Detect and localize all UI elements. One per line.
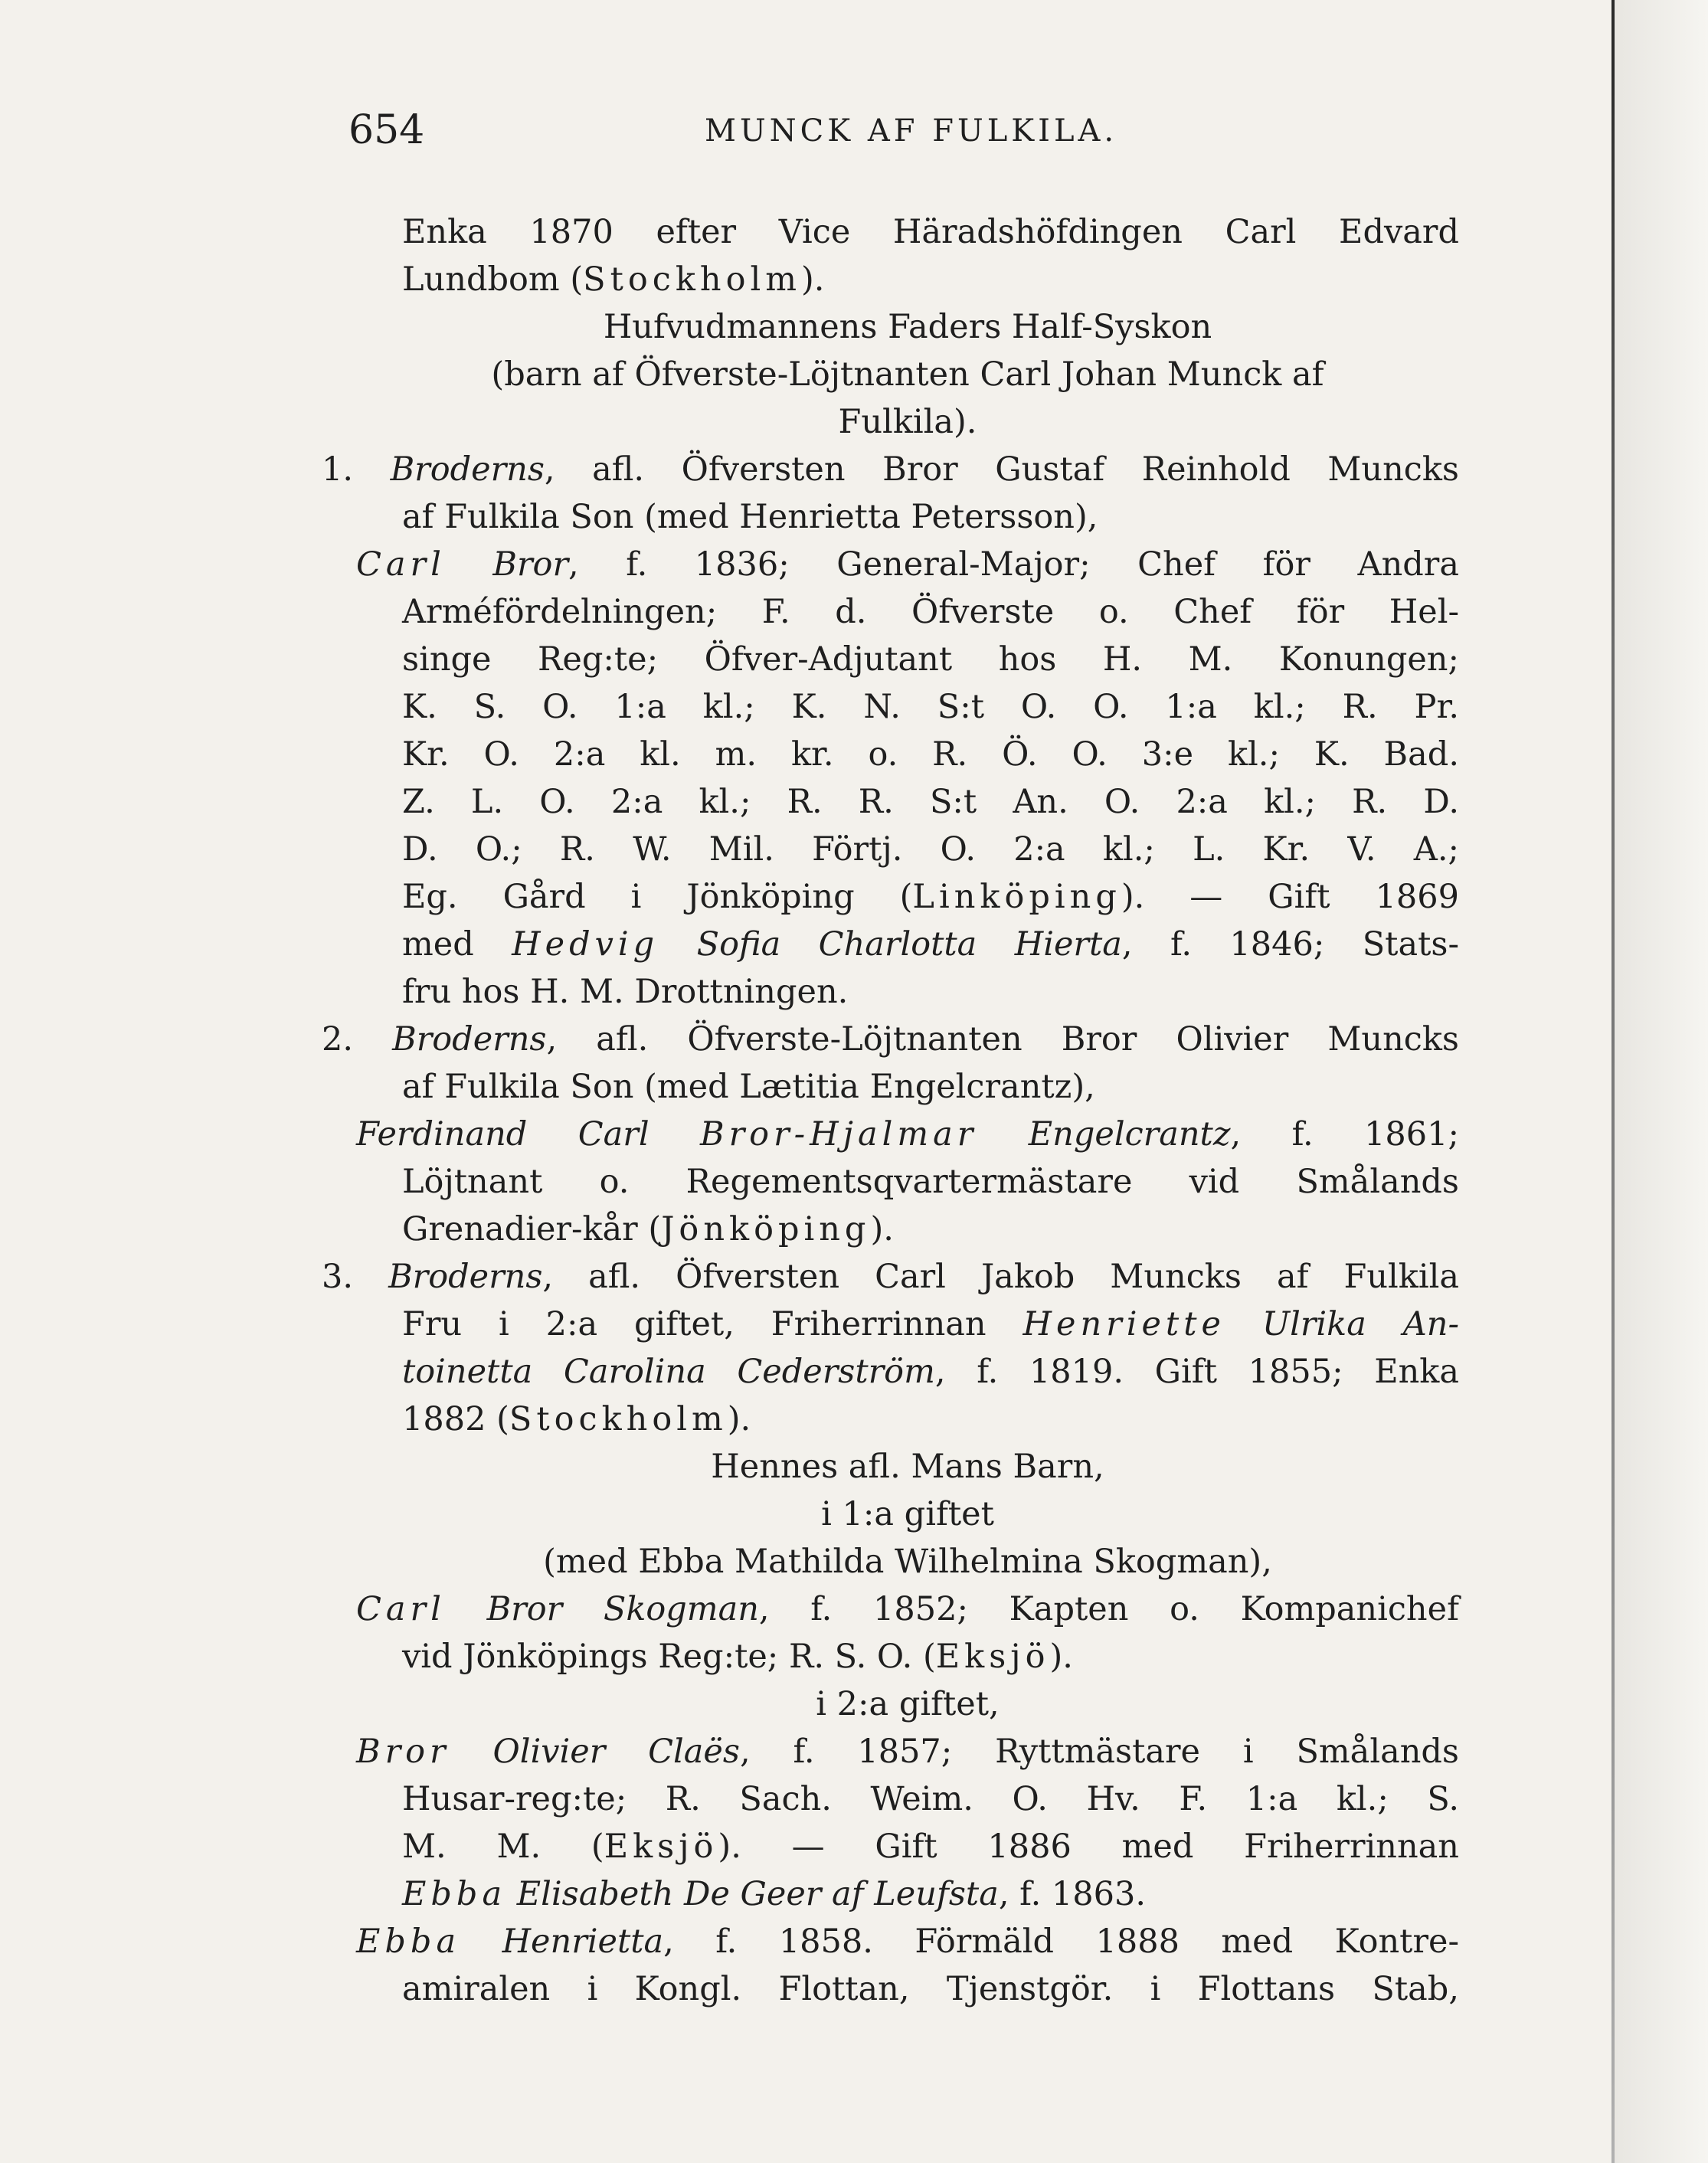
text-run <box>446 545 493 584</box>
text-run: Ulrika An- <box>1261 1305 1460 1343</box>
text-run: ). — Gift 1869 <box>1121 878 1459 916</box>
text-run: Arméfördelningen; F. d. Öfverste o. Chef för Hel- <box>402 593 1459 631</box>
text-run: Fulkila). <box>838 403 977 441</box>
text-line <box>356 1111 1459 1158</box>
text-line <box>402 1965 1459 2013</box>
text-run: 1882 ( <box>402 1400 509 1438</box>
text-run <box>450 1733 493 1771</box>
text-line <box>402 636 1459 683</box>
text-line <box>402 1158 1459 1206</box>
text-run: Stockholm <box>583 260 801 299</box>
text-run: Grenadier-kår ( <box>402 1210 662 1248</box>
text-run: ). <box>870 1210 894 1248</box>
text-run <box>460 1922 502 1961</box>
text-line <box>402 1823 1459 1870</box>
text-run: Elisabeth De Geer af Leufsta <box>516 1875 999 1913</box>
text-run: D. O.; R. W. Mil. Förtj. O. 2:a kl.; L. Kr. V. A.; <box>402 830 1459 869</box>
text-line <box>402 921 1459 968</box>
text-run: Olivier Claës <box>492 1733 740 1771</box>
text-run: Henriette <box>1023 1305 1225 1343</box>
text-line <box>322 1253 1459 1301</box>
text-line <box>322 446 1459 493</box>
running-head: MUNCK AF FULKILA. <box>705 113 1118 149</box>
text-line <box>356 1918 1459 1965</box>
text-line <box>402 1775 1459 1823</box>
text-run: Eksjö <box>604 1828 718 1866</box>
text-run: fru hos H. M. Drottningen. <box>402 973 849 1011</box>
text-run: , f. 1836; General-Major; Chef för Andra <box>568 545 1459 584</box>
text-run: Bror <box>356 1733 450 1771</box>
text-run: Enka 1870 efter Vice Häradshöfdingen Carl Edvard <box>402 213 1459 251</box>
text-run: , f. 1852; Kapten o. Kompanichef <box>758 1590 1459 1628</box>
text-run: ). <box>727 1400 751 1438</box>
text-line <box>402 493 1459 541</box>
text-line <box>402 1870 1459 1918</box>
text-run: Lundbom ( <box>402 260 584 299</box>
text-line <box>402 683 1459 731</box>
text-run: Carl <box>356 545 446 584</box>
text-line <box>402 588 1459 636</box>
text-run: singe Reg:te; Öfver-Adjutant hos H. M. Konungen; <box>402 640 1459 679</box>
text-run: Hedvig <box>512 925 659 964</box>
text-run: (barn af Öfverste-Löjtnanten Carl Johan Munck af <box>491 355 1324 394</box>
text-run: Broderns <box>390 450 545 489</box>
text-run: ). <box>1049 1638 1073 1676</box>
text-run <box>1225 1305 1262 1343</box>
text-line <box>402 1348 1459 1396</box>
text-run: Ebba <box>356 1922 461 1961</box>
text-run: Eg. Gård i Jönköping ( <box>402 878 913 916</box>
text-run <box>659 925 696 964</box>
text-line <box>356 1585 1459 1633</box>
text-run: af Fulkila Son (med Lætitia Engelcrantz), <box>402 1068 1095 1106</box>
text-line <box>402 1633 1459 1680</box>
text-run: Löjtnant o. Regementsqvartermästare vid Smålands <box>402 1163 1459 1201</box>
text-run: Fru i 2:a giftet, Friherrinnan <box>402 1305 1023 1343</box>
text-run: , f. 1857; Ryttmästare i Smålands <box>739 1733 1459 1771</box>
text-line <box>402 1396 1459 1443</box>
page-header <box>348 107 1459 161</box>
text-run: , f. 1861; <box>1230 1115 1459 1153</box>
text-line <box>356 303 1459 351</box>
text-run: , afl. Öfversten Carl Jakob Muncks af Fulkila <box>542 1258 1460 1296</box>
text-run: Jönköping <box>661 1210 871 1248</box>
text-line <box>402 778 1459 826</box>
text-run: Broderns <box>392 1020 547 1059</box>
text-line <box>402 873 1459 921</box>
text-line <box>402 208 1459 256</box>
text-line <box>356 1680 1459 1728</box>
page-edge-line <box>1611 0 1615 2163</box>
text-run: vid Jönköpings Reg:te; R. S. O. ( <box>402 1638 936 1676</box>
text-run <box>446 1590 487 1628</box>
text-line <box>356 351 1459 398</box>
text-run: med <box>402 925 512 964</box>
text-line <box>402 1063 1459 1111</box>
text-run: ). — Gift 1886 med Friherrinnan <box>718 1828 1459 1866</box>
text-run: Husar-reg:te; R. Sach. Weim. O. Hv. F. 1:a kl.; S. <box>402 1780 1459 1818</box>
text-run: Carl <box>356 1590 446 1628</box>
text-run <box>977 1115 1028 1153</box>
text-run: , afl. Öfverste-Löjtnanten Bror Olivier Muncks <box>546 1020 1459 1059</box>
text-run: Z. L. O. 2:a kl.; R. R. S:t An. O. 2:a kl.; R. D. <box>402 783 1459 821</box>
text-run: Eksjö <box>935 1638 1050 1676</box>
text-run: Sofia Charlotta Hierta <box>696 925 1122 964</box>
text-run: Hennes afl. Mans Barn, <box>711 1448 1104 1486</box>
text-run: (med Ebba Mathilda Wilhelmina Skogman), <box>543 1543 1272 1581</box>
text-line <box>322 1016 1459 1063</box>
text-run: Bror Skogman <box>486 1590 759 1628</box>
text-run: Ebba <box>402 1875 507 1913</box>
text-run: , f. 1819. Gift 1855; Enka <box>934 1353 1460 1391</box>
text-run: Henrietta <box>502 1922 664 1961</box>
text-line <box>402 256 1459 303</box>
text-run: Hufvudmannens Faders Half-Syskon <box>603 308 1212 346</box>
text-line <box>402 1206 1459 1253</box>
text-run: toinetta Carolina Cederström <box>402 1353 935 1391</box>
text-line <box>402 731 1459 778</box>
text-run: Engelcrantz <box>1028 1115 1231 1153</box>
text-run: Broderns <box>388 1258 543 1296</box>
text-run: Bror <box>492 545 569 584</box>
text-run: Bror-Hjalmar <box>700 1115 978 1153</box>
text-run: Ferdinand Carl <box>356 1115 701 1153</box>
text-run: Kr. O. 2:a kl. m. kr. o. R. Ö. O. 3:e kl.; K. Bad. <box>402 735 1459 774</box>
text-run: 2. <box>322 1020 393 1059</box>
text-run: 1. <box>322 450 391 489</box>
text-run: , f. 1863. <box>998 1875 1146 1913</box>
text-run: Linköping <box>912 878 1121 916</box>
text-line <box>356 1538 1459 1585</box>
text-line <box>356 398 1459 446</box>
text-run: ). <box>800 260 825 299</box>
page-number: 654 <box>348 107 425 153</box>
text-line <box>402 1301 1459 1348</box>
text-run: af Fulkila Son (med Henrietta Petersson), <box>402 498 1098 536</box>
text-line <box>402 826 1459 873</box>
text-run: amiralen i Kongl. Flottan, Tjenstgör. i Flottans Stab, <box>402 1970 1459 2008</box>
text-line <box>402 968 1459 1016</box>
text-run: , afl. Öfversten Bror Gustaf Reinhold Muncks <box>544 450 1459 489</box>
text-line <box>356 1491 1459 1538</box>
text-run: M. M. ( <box>402 1828 604 1866</box>
text-run: , f. 1846; Stats- <box>1121 925 1459 964</box>
text-run: Stockholm <box>509 1400 728 1438</box>
text-line <box>356 1443 1459 1491</box>
text-run: , f. 1858. Förmäld 1888 med Kontre- <box>663 1922 1459 1961</box>
text-line <box>356 1728 1459 1775</box>
text-line <box>356 541 1459 588</box>
page-edge-shadow <box>1615 0 1708 2163</box>
text-run <box>506 1875 517 1913</box>
text-run: i 2:a giftet, <box>816 1685 1000 1723</box>
text-run: i 1:a giftet <box>821 1495 994 1533</box>
text-run: K. S. O. 1:a kl.; K. N. S:t O. O. 1:a kl.; R. Pr. <box>402 688 1459 726</box>
text-run: 3. <box>322 1258 389 1296</box>
